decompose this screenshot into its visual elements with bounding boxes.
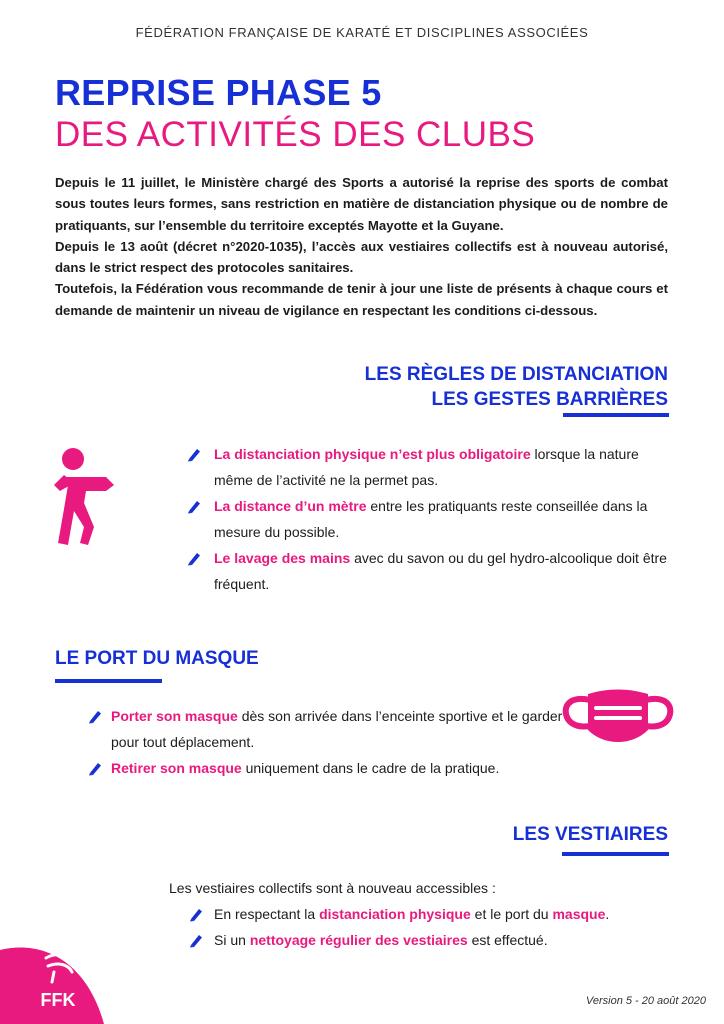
- list-item: [87, 755, 587, 781]
- pen-bullet-icon: [186, 446, 202, 462]
- item-highlight: La distance d’un mètre: [214, 498, 367, 514]
- item-text: entre les pratiquants reste conseillée dans la mesure du possible.: [214, 498, 648, 540]
- distanciation-heading: [365, 362, 668, 412]
- pen-bullet-icon: [87, 760, 103, 776]
- vestiaires-intro: Les vestiaires collectifs sont à nouveau accessibles :: [169, 880, 496, 896]
- list-item: [188, 927, 688, 953]
- intro-paragraph: Depuis le 11 juillet, le Ministère chargé des Sports a autorisé la reprise des sports de combat sous toutes leurs formes, sans restriction en matière de distanciation physique ou de nombre de pratiquants, sur l’ensemble du territoire exceptés Mayotte et la Guyane.: [55, 175, 668, 233]
- item-highlight: La distanciation physique n’est plus obligatoire: [214, 446, 531, 462]
- pen-bullet-icon: [186, 498, 202, 514]
- pen-bullet-icon: [188, 932, 204, 948]
- item-text: uniquement dans le cadre de la pratique.: [241, 760, 500, 776]
- vestiaires-heading: LES VESTIAIRES: [512, 824, 668, 845]
- item-text: .: [605, 906, 610, 922]
- pen-bullet-icon: [186, 550, 202, 566]
- item-text: Si un: [214, 932, 250, 948]
- list-item: [186, 441, 668, 493]
- item-text: avec du savon ou du gel hydro-alcoolique doit être fréquent.: [214, 550, 667, 592]
- item-highlight: Le lavage des mains: [214, 550, 351, 566]
- federation-header: FÉDÉRATION FRANÇAISE DE KARATÉ ET DISCIPLINES ASSOCIÉES: [135, 25, 589, 40]
- version-footer: Version 5 - 20 août 2020: [585, 995, 706, 1007]
- ffk-logo-text: FFK: [40, 990, 76, 1010]
- list-item: [186, 545, 668, 597]
- item-text: et le port du: [470, 906, 553, 922]
- face-mask-icon: [562, 684, 674, 748]
- item-text: En respectant la: [214, 906, 320, 922]
- pen-bullet-icon: [188, 906, 204, 922]
- intro-text: [55, 172, 668, 321]
- page-subtitle: DES ACTIVITÉS DES CLUBS: [55, 115, 536, 154]
- pen-bullet-icon: [87, 708, 103, 724]
- masque-list: [87, 703, 587, 781]
- distanciation-heading-line2: LES GESTES BARRIÈRES: [431, 389, 668, 410]
- list-item: [188, 901, 688, 927]
- intro-paragraph: Depuis le 13 août (décret n°2020-1035), l’accès aux vestiaires collectifs est à nouveau autorisé, dans le strict respect des protocoles sanitaires.: [55, 238, 668, 276]
- item-highlight: nettoyage régulier des vestiaires: [249, 932, 468, 948]
- section-underline: [55, 679, 162, 683]
- list-item: [87, 703, 587, 755]
- item-highlight: masque: [552, 906, 606, 922]
- item-text: lorsque la nature même de l’activité ne la permet pas.: [214, 446, 639, 488]
- section-underline: [562, 852, 669, 856]
- distanciation-list: [186, 441, 668, 597]
- item-text: dès son arrivée dans l’enceinte sportive et le garder pour tout déplacement.: [111, 708, 563, 750]
- page-title: REPRISE PHASE 5: [55, 72, 382, 113]
- karate-figure-icon: [50, 445, 120, 547]
- list-item: [186, 493, 668, 545]
- item-highlight: distanciation physique: [319, 906, 471, 922]
- vestiaires-list: [188, 901, 688, 953]
- intro-paragraph: Toutefois, la Fédération vous recommande de tenir à jour une liste de présents à chaque cours et demande de maintenir un niveau de vigilance en respectant les conditions ci-dessous.: [55, 281, 668, 318]
- ffk-logo: [0, 920, 104, 1024]
- item-highlight: Porter son masque: [111, 708, 238, 724]
- section-underline: [563, 413, 669, 417]
- item-text: est effectué.: [467, 932, 548, 948]
- distanciation-heading-line1: LES RÈGLES DE DISTANCIATION: [364, 364, 668, 385]
- item-highlight: Retirer son masque: [111, 760, 242, 776]
- masque-heading: LE PORT DU MASQUE: [55, 648, 259, 669]
